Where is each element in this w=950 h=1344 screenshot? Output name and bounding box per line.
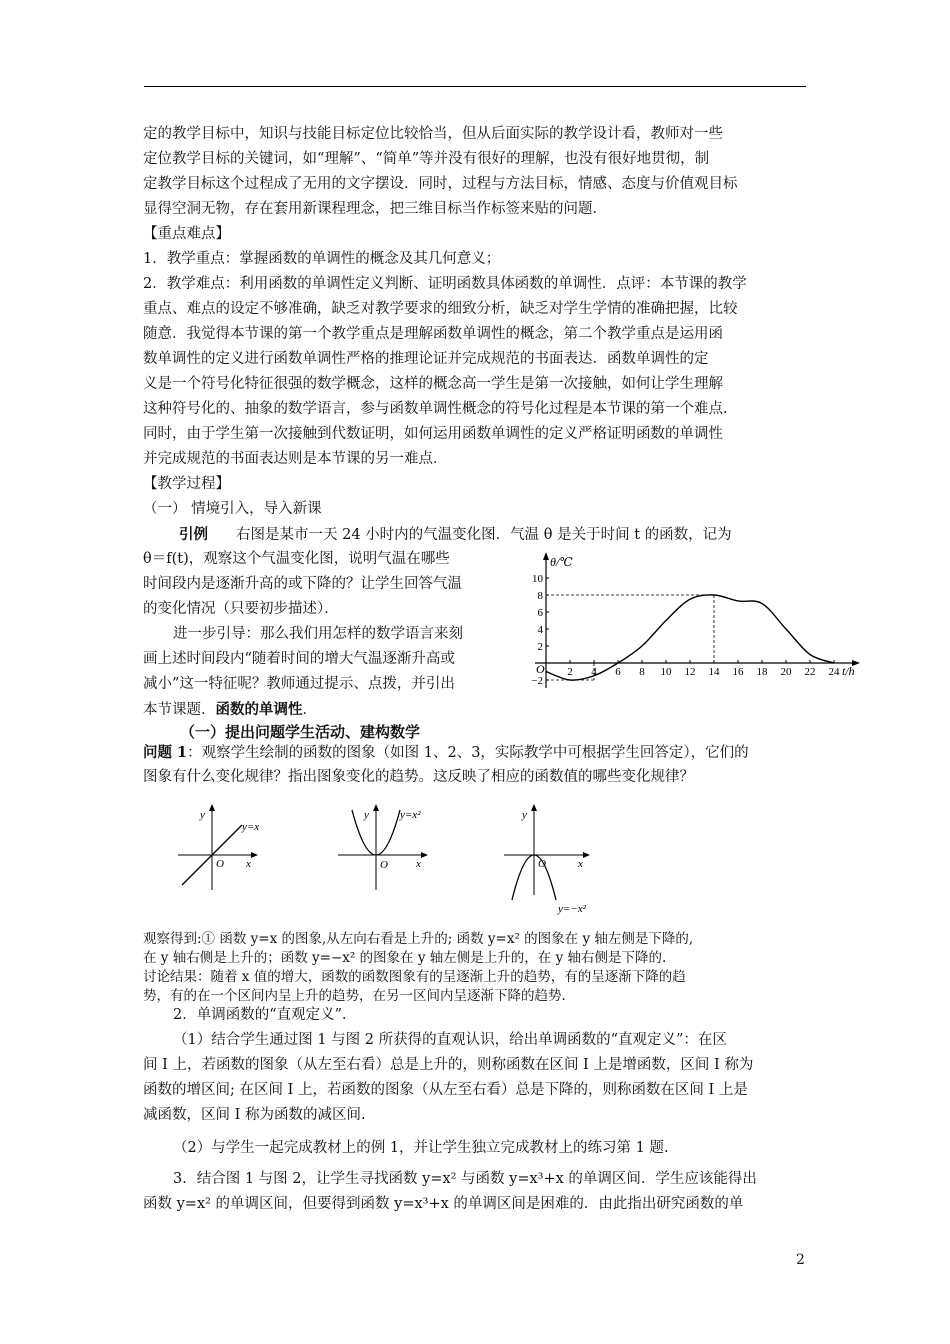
- x-tick-label: 2: [567, 666, 573, 678]
- x-label: x: [416, 858, 421, 870]
- origin-label: O: [216, 858, 224, 870]
- x-tick-label: 22: [804, 666, 816, 678]
- intro-line: 的变化情况（只要初步描述）．: [143, 601, 339, 617]
- x-tick-label: 12: [684, 666, 696, 678]
- x-axis-label: t/h: [842, 664, 855, 678]
- section-heading: （一）提出问题学生活动、建构数学: [180, 723, 421, 741]
- text-line: 定位教学目标的关键词，如“理解”、“简单”等并没有很好的理解，也没有很好地贯彻，制: [143, 151, 710, 167]
- text-block-definitions: [143, 1003, 808, 1217]
- y-tick-label: 10: [532, 573, 543, 585]
- text-block-intro: [143, 122, 808, 522]
- y-axis-arrow-icon: [543, 552, 549, 560]
- text-line: 重点、难点的设定不够准确，缺乏对教学要求的细致分析，缺乏对学生学情的准确把握，比较: [143, 301, 738, 317]
- page-number: 2: [796, 1252, 805, 1268]
- function-label: y=−x²: [558, 903, 586, 915]
- graph-y-equals-x: [170, 800, 270, 895]
- text-line: 函数的增区间; 在区间 I 上，若函数的图象（从左至右看）总是下降的，则称函数在区间 I 上是: [143, 1082, 748, 1098]
- section-label-process: 【教学过程】: [143, 476, 230, 492]
- y-axis-label: θ/℃: [550, 555, 573, 569]
- text-line: 随意．我觉得本节课的第一个教学重点是理解函数单调性的概念，第二个教学重点是运用函: [143, 326, 723, 342]
- x-axis-arrow-icon: [421, 852, 428, 858]
- x-label: x: [578, 858, 583, 870]
- header-rule: [144, 86, 806, 87]
- text-line: 定的教学目标中，知识与技能目标定位比较恰当，但从后面实际的教学设计看，教师对一些: [143, 126, 723, 142]
- text-line: 显得空洞无物，存在套用新课程理念，把三维目标当作标签来贴的问题．: [143, 201, 607, 217]
- y-tick-label: 8: [537, 590, 543, 602]
- text-line: 函数 y=x² 的单调区间，但要得到函数 y=x³+x 的单调区间是困难的．由此指出研究函数的单: [143, 1196, 744, 1212]
- intro-line: 右图是某市一天 24 小时内的气温变化图．气温 θ 是关于时间 t 的函数，记为: [236, 527, 732, 543]
- text-line: 3．结合图 1 与图 2，让学生寻找函数 y=x² 与函数 y=x³+x 的单调区间．学生应该能得出: [173, 1171, 757, 1187]
- x-tick-label: 4: [591, 666, 597, 678]
- x-tick-label: 8: [639, 666, 645, 678]
- text-line: 义是一个符号化特征很强的数学概念，这样的概念高一学生是第一次接触，如何让学生理解: [143, 376, 723, 392]
- origin-label: O: [538, 858, 546, 870]
- intro-line: 减小”这一特征呢？教师通过提示、点拨，并引出: [143, 676, 455, 692]
- x-tick-label: 16: [732, 666, 744, 678]
- y-label: y: [200, 809, 205, 821]
- observations: [143, 930, 808, 1006]
- question-text: ：观察学生绘制的函数的图象（如图 1、2、3，实际教学中可根据学生回答定），它们的: [187, 745, 749, 761]
- question-label: 问题 1: [143, 744, 188, 761]
- observation-line: 观察得到:① 函数 y=x 的图象,从左向右看是上升的; 函数 y=x² 的图象在 y 轴左侧是下降的,: [143, 931, 694, 947]
- y-tick-label: −2: [531, 675, 543, 687]
- graph-y-equals-neg-x-squared: [500, 800, 610, 920]
- y-tick-label: 4: [537, 624, 543, 636]
- text-line: 定教学目标这个过程成了无用的文字摆设．同时，过程与方法目标，情感、态度与价值观目标: [143, 176, 738, 192]
- lesson-topic: 函数的单调性: [215, 701, 303, 718]
- graph-y-equals-x-squared: [330, 800, 440, 895]
- function-label: y=x²: [400, 809, 421, 821]
- intro-line: 本节课题．: [143, 702, 216, 718]
- observation-line: 讨论结果：随着 x 值的增大，函数的函数图象有的呈逐渐上升的趋势，有的呈逐渐下降的趋: [143, 969, 686, 985]
- y-axis-arrow-icon: [531, 804, 537, 811]
- intro-punct: ．: [302, 702, 317, 718]
- x-axis-arrow-icon: [251, 852, 258, 858]
- text-line: 2．教学难点：利用函数的单调性定义判断、证明函数具体函数的单调性．点评：本节课的教学: [143, 276, 747, 292]
- intro-line: 进一步引导：那么我们用怎样的数学语言来刻: [173, 626, 463, 642]
- text-line: 减函数，区间 I 称为函数的减区间.: [143, 1107, 366, 1123]
- intro-line: 时间段内是逐渐升高的或下降的？让学生回答气温: [143, 576, 462, 592]
- question-1: [143, 740, 808, 790]
- x-tick-label: 10: [660, 666, 672, 678]
- x-tick-label: 6: [615, 666, 621, 678]
- text-line: 间 I 上，若函数的图象（从左至右看）总是上升的，则称函数在区间 I 上是增函数，区间 I 称为: [143, 1057, 754, 1073]
- origin-label: O: [536, 662, 545, 676]
- x-label: x: [246, 858, 251, 870]
- intro-line: 画上述时间段内“随着时间的增大气温逐渐升高或: [143, 651, 455, 667]
- observation-line: 在 y 轴右侧是上升的；函数 y=−x² 的图象在 y 轴左侧是上升的，在 y 轴右侧是下降的.: [143, 950, 667, 966]
- y-label: y: [364, 809, 369, 821]
- section-label-key-points: 【重点难点】: [143, 226, 230, 242]
- y-axis-arrow-icon: [373, 804, 379, 811]
- y-label: y: [522, 809, 527, 821]
- x-tick-label: 18: [756, 666, 768, 678]
- y-axis-arrow-icon: [209, 804, 215, 811]
- text-line: （2）与学生一起完成教材上的例 1，并让学生独立完成教材上的练习第 1 题.: [173, 1140, 669, 1156]
- text-line: 2．单调函数的“直观定义”．: [173, 1007, 357, 1023]
- subsection-title: （一） 情境引入，导入新课: [143, 501, 322, 517]
- x-axis-arrow-icon: [583, 852, 590, 858]
- tick-group: [531, 573, 840, 687]
- text-line: 1．教学重点：掌握函数的单调性的概念及其几何意义；: [143, 251, 501, 267]
- x-tick-label: 24: [828, 666, 840, 678]
- temperature-chart: [530, 548, 870, 696]
- text-line: （1）结合学生通过图 1 与图 2 所获得的直观认识，给出单调函数的“直观定义”：在区: [173, 1032, 727, 1048]
- y-tick-label: 2: [537, 641, 543, 653]
- question-text: 图象有什么变化规律？指出图象变化的趋势。这反映了相应的函数值的哪些变化规律？: [143, 769, 694, 785]
- observation-line: 势，有的在一个区间内呈上升的趋势，在另一区间内呈逐渐下降的趋势.: [143, 988, 566, 1004]
- text-line: 同时，由于学生第一次接触到代数证明，如何运用函数单调性的定义严格证明函数的单调性: [143, 426, 723, 442]
- text-line: 并完成规范的书面表达则是本节课的另一难点．: [143, 451, 448, 467]
- origin-label: O: [380, 859, 388, 871]
- x-tick-label: 14: [708, 666, 720, 678]
- text-line: 数单调性的定义进行函数单调性严格的推理论证并完成规范的书面表达．函数单调性的定: [143, 351, 709, 367]
- intro-line: θ＝f(t)，观察这个气温变化图，说明气温在哪些: [143, 551, 450, 567]
- intro-label: 引例: [179, 526, 208, 543]
- text-line: 这种符号化的、抽象的数学语言，参与函数单调性概念的符号化过程是本节课的第一个难点.: [143, 401, 728, 417]
- function-label: y=x: [242, 821, 260, 833]
- y-tick-label: 6: [537, 607, 543, 619]
- x-tick-label: 20: [780, 666, 792, 678]
